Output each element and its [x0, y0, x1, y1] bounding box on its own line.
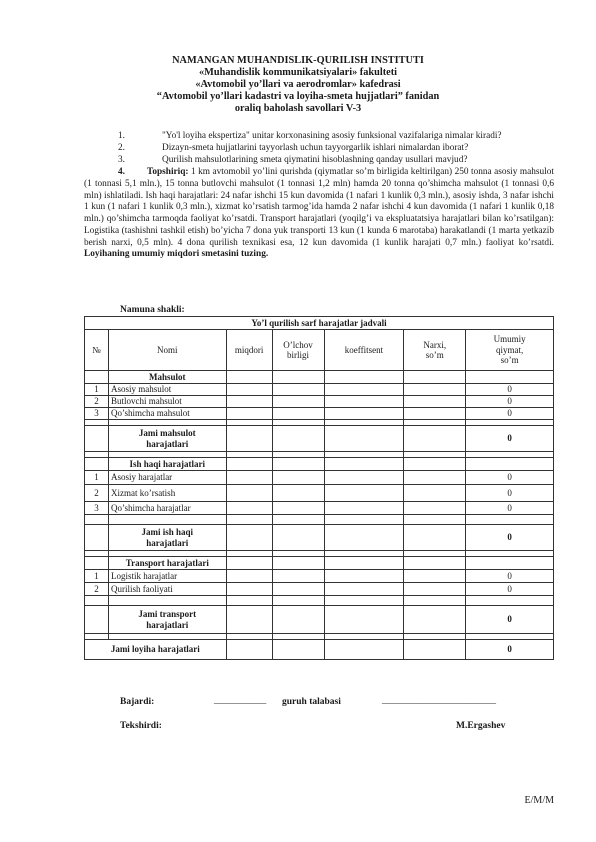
section-title-row: [85, 557, 554, 570]
subtotal-label: Jami transport harajatlari: [108, 606, 226, 634]
variant-title: oraliq baholash savollari V-3: [234, 103, 362, 114]
question-number: 2.: [118, 143, 125, 153]
question-2: [84, 143, 468, 155]
student-name-blank: ________________________: [382, 696, 496, 706]
question-1: [84, 131, 502, 143]
row-total: 0: [466, 502, 554, 515]
grand-total-row: [85, 640, 554, 660]
table-row: 2 Xizmat ko’rsatish 0: [85, 485, 554, 502]
subtotal-label: Jami ish haqi harajatlari: [108, 525, 226, 551]
section-title: Transport harajatlari: [108, 557, 226, 570]
row-total: 0: [466, 396, 554, 408]
table-row: 1 Asosiy harajatlar 0: [85, 471, 554, 485]
checker-name: M.Ergashev: [456, 721, 506, 731]
footer-initials: E/M/M: [524, 795, 554, 806]
done-by-label: Bajardi:: [120, 697, 155, 707]
subject-title: “Avtomobil yo’llari kadastri va loyiha-smeta hujjatlari” fanidan: [156, 91, 440, 102]
table-row: 1 Asosiy mahsulot 0: [85, 384, 554, 396]
question-text: Dizayn-smeta hujjatlarini tayyorlash uchun tayyorgarlik ishlari nimalardan iborat?: [162, 143, 469, 153]
group-blank: ___________: [214, 696, 267, 706]
task-label: Topshiriq:: [146, 167, 189, 177]
department-name: «Avtomobil yo’llari va aerodromlar» kafedrasi: [195, 79, 401, 90]
header-total: Umumiy qiymat, so’m: [466, 330, 554, 371]
row-total: 0: [466, 570, 554, 583]
task-ending: Loyihaning umumiy miqdori smetasini tuzing.: [84, 249, 269, 260]
table-row: 1 Logistik harajatlar 0: [85, 570, 554, 583]
group-student-label: guruh talabasi: [282, 697, 341, 707]
question-text: "Yo'l loyiha ekspertiza" unitar korxonasining asosiy funksional vazifalariga nimalar kiradi?: [162, 131, 502, 141]
row-name: Qo’shimcha harajatlar: [108, 502, 226, 515]
table-row: 3 Qo’shimcha harajatlar 0: [85, 502, 554, 515]
row-total: 0: [466, 408, 554, 420]
subtotal-row: [85, 525, 554, 551]
row-name: Logistik harajatlar: [108, 570, 226, 583]
table-row: 3 Qo’shimcha mahsulot 0: [85, 408, 554, 420]
row-name: Xizmat ko’rsatish: [108, 485, 226, 502]
checked-by-label: Tekshirdi:: [120, 721, 162, 731]
cost-table: [84, 316, 554, 660]
subtotal-value: 0: [466, 525, 554, 551]
question-text: Qurilish mahsulotlarining smeta qiymatini hisoblashning qanday usullari mavjud?: [162, 155, 468, 165]
row-total: 0: [466, 384, 554, 396]
table-row: 2 Qurilish faoliyati 0: [85, 583, 554, 596]
header-quantity: miqdori: [226, 330, 272, 371]
section-title-row: [85, 458, 554, 471]
subtotal-row: [85, 606, 554, 634]
table-title: Yo’l qurilish sarf harajatlar jadvali: [85, 317, 554, 330]
grand-total-label: Jami loyiha harajatlari: [85, 640, 227, 660]
task-paragraph: [84, 167, 554, 261]
subtotal-value: 0: [466, 606, 554, 634]
subtotal-label: Jami mahsulot harajatlari: [108, 426, 226, 452]
grand-total-value: 0: [466, 640, 554, 660]
question-3: [84, 155, 467, 167]
task-text: 1 km avtomobil yo’lini qurishda (qiymatlar so’m birligida keltirilgan) 250 tonna asosiy mahsulot (1 tonnasi 5,1 mln.), 15 tonna butlovchi mahsulot (1 tonnasi 1,2 mln) hamda 20 tonna qo’shimcha mahsulot (1 tonnasi 0,6 mln) ishlatiladi. Ish haqi harajatlari: 24 nafar ishchi 15 kun davomida (1 nafari 1 kunlik 0,3 mln.), asosiy ishda, 3 nafar ishchi 1 kun (1 nafari 1 kunlik 0,3 mln.), xizmat ko’rsatish tarmog’ida hamda 2 nafar ishchi 4 kun davomida (1 nafari 1 kunlik 0,18 mln.) qo’shimcha tarmoqda faoliyat ko’rsatdi. Transport harajatlari (yoqilg’i va ekspluatatsiya harajatlari bilan ko’rsatilgan): Logistika (tashishni tashkil etish) bo’yicha 7 dona yuk transporti 13 kun (1 kunda 6 marotaba) harakatlandi (1 marta yetkazib berish narxi, 0,5 mln). 4 dona qurilish texnikasi esa, 12 kun davomida (1 kunlik harajati 0,7 mln.) faoliyat ko’rsatdi.: [84, 167, 554, 248]
question-number: 1.: [118, 131, 125, 141]
row-total: 0: [466, 583, 554, 596]
row-name: Butlovchi mahsulot: [108, 396, 226, 408]
subtotal-row: [85, 426, 554, 452]
row-name: Qurilish faoliyati: [108, 583, 226, 596]
header-price: Narxi, so’m: [404, 330, 466, 371]
row-name: Qo’shimcha mahsulot: [108, 408, 226, 420]
row-total: 0: [466, 485, 554, 502]
row-name: Asosiy harajatlar: [108, 471, 226, 485]
row-name: Asosiy mahsulot: [108, 384, 226, 396]
section-title: Mahsulot: [108, 371, 226, 384]
subtotal-value: 0: [466, 426, 554, 452]
faculty-name: «Muhandislik kommunikatsiyalari» fakulteti: [199, 67, 397, 78]
section-title: Ish haqi harajatlari: [108, 458, 226, 471]
task-number: 4.: [118, 167, 125, 177]
section-title-row: [85, 371, 554, 384]
header-name: Nomi: [108, 330, 226, 371]
question-number: 3.: [118, 155, 125, 165]
header-unit: O’lchov birligi: [272, 330, 324, 371]
header-number: №: [85, 330, 109, 371]
sample-label: Namuna shakli:: [120, 305, 185, 315]
row-total: 0: [466, 471, 554, 485]
institute-name: NAMANGAN MUHANDISLIK-QURILISH INSTITUTI: [172, 55, 424, 66]
header-coefficient: koeffitsent: [324, 330, 404, 371]
table-row: 2 Butlovchi mahsulot 0: [85, 396, 554, 408]
